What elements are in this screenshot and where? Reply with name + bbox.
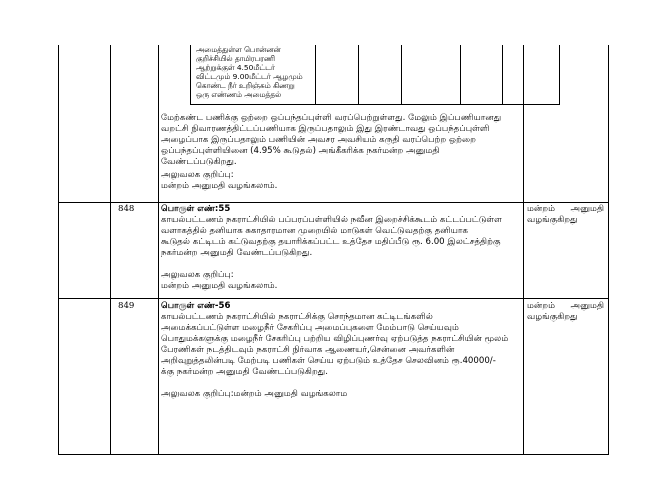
paragraph-line: அறிவுறுத்தலின்படி மேற்படி பணிகள் செய்ய ஏற்படும் உத்தேச செலவினம் ரூ.40000/- [161, 356, 496, 366]
nested-table-bottom [190, 104, 560, 105]
office-note-value: மன்றம் அனுமதி வழங்கலாம். [161, 181, 278, 191]
nested-table-col3 [401, 45, 402, 105]
decision-word-right: அனுமதி [570, 204, 604, 214]
office-note-value: மன்றம் அனுமதி வழங்கலாம். [161, 281, 278, 291]
nested-cell-line: கொண்ட நீர் உறிஞ்சும் கிணறு [196, 81, 295, 90]
decision-line [527, 301, 604, 312]
paragraph-line: காயல்பட்டணம் நகராட்சியில் நகராட்சிக்கு சொந்தமான கட்டிடங்களில் [161, 312, 433, 322]
table-border-col2 [158, 45, 159, 455]
nested-cell-line1: அமைத்துள்ள பொன்னன் [196, 45, 281, 54]
paragraph-line: க்கு நகர்மன்ற அனுமதி வேண்டப்படுகிறது. [161, 367, 328, 377]
nested-table-col1 [315, 45, 316, 105]
table-border-right [608, 45, 609, 455]
paragraph-line: நகர்மன்ற அனுமதி வேண்டப்படுகிறது. [161, 248, 313, 258]
paragraph-line: பேரணிகள் நடத்திடவும் நகராட்சி நிர்வாக ஆணையர்,சென்னை அவர்களின் [161, 345, 455, 355]
paragraph-line: அழைப்பாக இருப்பதாலும் பணியின் அவசர அவசியம் கருதி வரப்பெற்ற ஒற்றை [161, 135, 476, 145]
row-separator-top [58, 202, 609, 203]
row-number: 849 [118, 301, 135, 311]
nested-table-right [559, 45, 560, 105]
decision-word-left: மன்றம் [527, 301, 556, 311]
nested-table-col2 [358, 45, 359, 105]
decision-line [527, 204, 604, 215]
nested-table-left [190, 45, 191, 105]
table-border-col1 [110, 45, 111, 455]
office-note: அலுவலக குறிப்பு:மன்றம் அனுமதி வழங்கலாம [161, 389, 348, 399]
paragraph-line: காயல்பட்டணம் நகராட்சியில் பப்பரப்பள்ளியில் நவீன இறைச்சிக்கூடம் கட்டப்பட்டுள்ள [161, 215, 502, 225]
office-note-label: அலுவலக குறிப்பு: [161, 170, 234, 180]
nested-table-col4 [460, 45, 461, 105]
paragraph-line: வளாகத்தில் தனியாக சுகாதாரமான முறையில் மாடுகள் வெட்டுவதற்கு தனியாக [161, 226, 468, 236]
decision-line2: வழங்குகிறது [527, 312, 578, 322]
nested-cell-line [196, 45, 308, 54]
paragraph-line: மேற்கண்ட பணிக்கு ஒற்றை ஒப்பந்தப்புள்ளி வரப்பெற்றுள்ளது. மேலும் இப்பணியானது [161, 113, 502, 123]
decision-line2: வழங்குகிறது [527, 215, 578, 225]
nested-cell-line: குறிச்சியில் தாமிரபரணி [196, 54, 275, 63]
subject-heading: பொருள் எண்:55 [161, 204, 231, 214]
office-note-label: அலுவலக குறிப்பு: [161, 270, 234, 280]
paragraph-line: வறட்சி நிவாரணத்திட்டப்பணியாக இருப்பதாலும் இது இரண்டாவது ஒப்பந்தப்புள்ளி [161, 124, 490, 134]
nested-cell-line: ஆற்றுக்குள் 4.50மீட்டர் [196, 63, 275, 72]
paragraph-line: அமைக்கப்பட்டுள்ள மழைநீர் சேகரிப்பு அமைப்புகளை மேம்பாடு செய்யவும் [161, 323, 459, 333]
paragraph-line: பொதுமக்களுக்கு மழைநீர் சேகரிப்பு பற்றிய விழிப்புணர்வு ஏற்படுத்த நகராட்சியின் மூலம் [161, 334, 509, 344]
nested-cell-line: விட்டமும் 9.00மீட்டர் ஆழமும் [196, 72, 303, 81]
row-separator-mid [58, 298, 609, 299]
subject-heading: பொருள் எண்-56 [161, 301, 231, 311]
decision-word-right: அனுமதி [570, 301, 604, 311]
decision-word-left: மன்றம் [527, 204, 556, 214]
nested-cell-line: ஒரு எண்ணம் அமைத்தல் [196, 90, 282, 99]
table-border-col3 [523, 45, 524, 455]
row-separator-bottom [58, 454, 609, 455]
nested-table-col5 [502, 45, 503, 105]
table-border-left [58, 45, 59, 455]
row-number: 848 [118, 204, 135, 214]
paragraph-line: கூடுதல் கட்டிடம் கட்டுவதற்கு தயாரிக்கப்பட்ட உத்தேச மதிப்பீடு ரூ. 6.00 இலட்சத்திற்கு [161, 237, 501, 247]
paragraph-line: ஒப்பந்தப்புள்ளியினை (4.95% கூடுதல்) அங்கீகரிக்க நகர்மன்ற அனுமதி [161, 146, 440, 156]
paragraph-line: வேண்டப்படுகிறது. [161, 157, 237, 167]
